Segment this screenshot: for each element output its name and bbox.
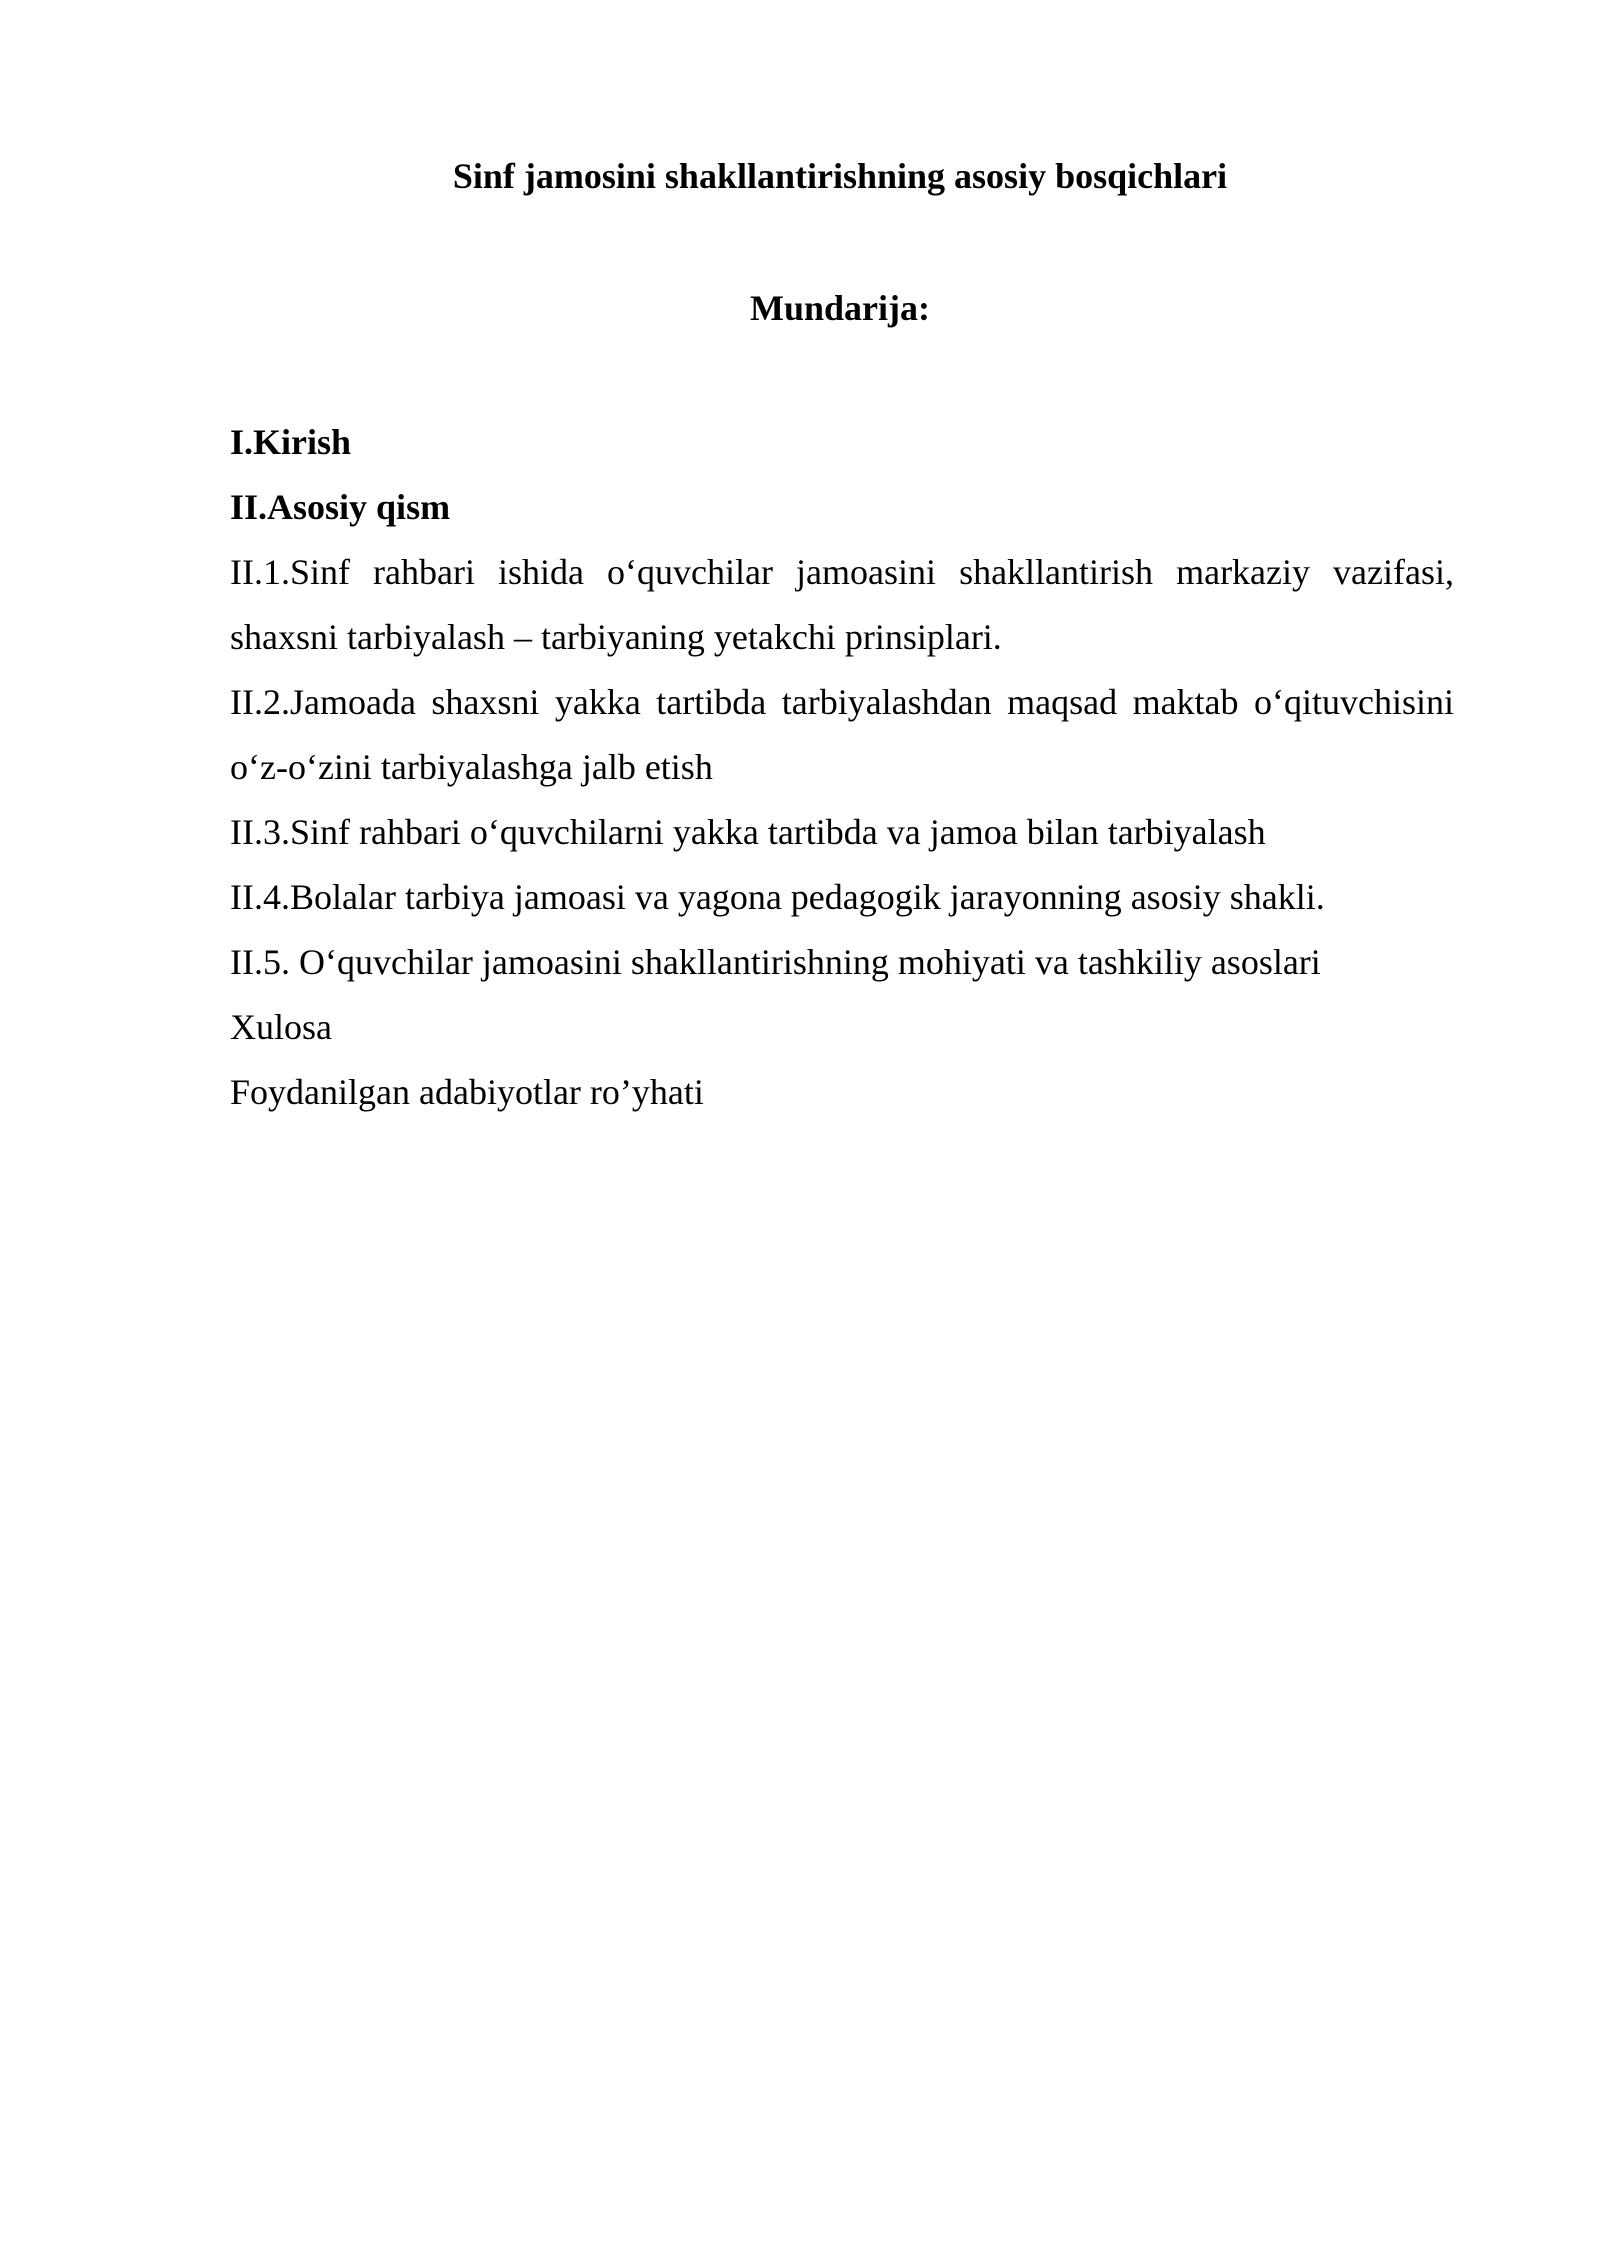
table-of-contents	[230, 410, 1454, 1125]
toc-entry-asosiy-qism: II.Asosiy qism	[230, 487, 451, 527]
toc-entry-xulosa: Xulosa	[230, 1007, 332, 1047]
table-of-contents-heading: Mundarija:	[750, 288, 930, 328]
document-title: Sinf jamosini shakllantirishning asosiy bosqichlari	[452, 156, 1228, 196]
toc-entry-kirish: I.Kirish	[230, 422, 352, 462]
toc-entry-2-4: II.4.Bolalar tarbiya jamoasi va yagona pedagogik jarayonning asosiy shakli.	[230, 877, 1325, 917]
toc-entry-2-2: II.2.Jamoada shaxsni yakka tartibda tarbiyalashdan maqsad maktab o‘qituvchisini o‘z-o‘zini tarbiyalashga jalb etish	[230, 682, 1454, 787]
toc-entry-adabiyotlar: Foydanilgan adabiyotlar ro’yhati	[230, 1072, 704, 1112]
toc-entry-2-5: II.5. O‘quvchilar jamoasini shakllantirishning mohiyati va tashkiliy asoslari	[230, 942, 1321, 982]
toc-entry-2-3: II.3.Sinf rahbari o‘quvchilarni yakka tartibda va jamoa bilan tarbiyalash	[230, 812, 1266, 852]
toc-entry-2-1: II.1.Sinf rahbari ishida o‘quvchilar jamoasini shakllantirish markaziy vazifasi, shaxsni tarbiyalash – tarbiyaning yetakchi prinsiplari.	[230, 552, 1454, 657]
